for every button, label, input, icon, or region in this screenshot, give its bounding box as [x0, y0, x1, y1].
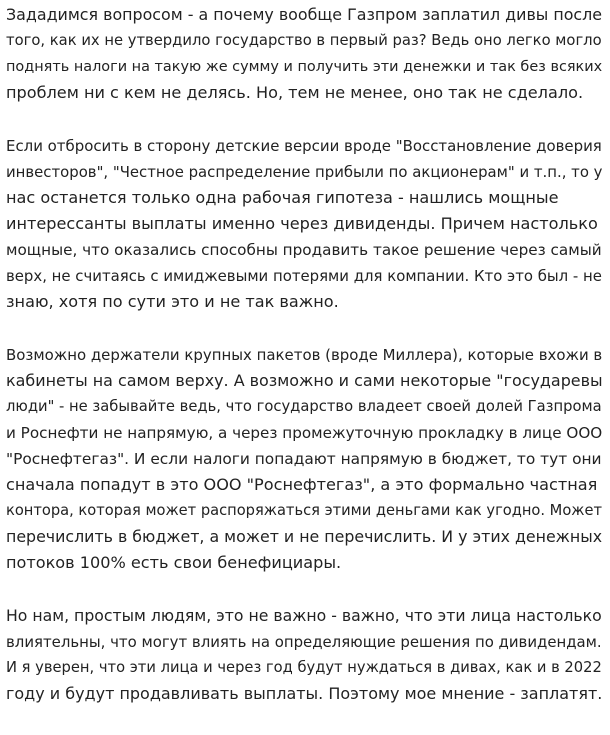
text-line: Если отбросить в сторону детские версии вроде "Восстановление доверия — [6, 137, 602, 155]
text-line: мощные, что оказались способны продавить такое решение через самый — [6, 241, 602, 259]
text-line: поднять налоги на такую же сумму и получить эти денежки и так без всяких — [6, 59, 603, 75]
text-line: нас останется только одна рабочая гипотеза - нашлись мощные — [6, 188, 559, 207]
text-line: верх, не считаясь с имиджевыми потерями для компании. Кто это был - не — [6, 267, 602, 285]
text-line: потоков 100% есть свои бенефициары. — [6, 553, 342, 572]
text-line: году и будут продавливать выплаты. Поэтому мое мнение - заплатят. — [6, 684, 603, 703]
text-line: И я уверен, что эти лица и через год будут нуждаться в дивах, как и в 2022 — [6, 659, 602, 676]
paragraph-3 — [6, 342, 602, 576]
text-line: Возможно держатели крупных пакетов (вроде Миллера), которые вхожи в — [6, 346, 603, 364]
paragraph-1 — [6, 2, 602, 106]
text-line: проблем ни с кем не делясь. Но, тем не менее, оно так не сделало. — [6, 83, 584, 102]
paragraph-2 — [6, 133, 602, 315]
text-line: люди" - не забывайте ведь, что государство владеет своей долей Газпрома — [6, 398, 602, 415]
text-line: перечислить в бюджет, а может и не перечислить. И у этих денежных — [6, 527, 603, 546]
text-line: знаю, хотя по сути это и не так важно. — [6, 292, 339, 311]
text-line: влиятельны, что могут влиять на определяющие решения по дивидендам. — [6, 633, 602, 651]
text-line: Зададимся вопросом - а почему вообще Газпром заплатил дивы после — [6, 5, 603, 24]
article-body — [0, 2, 602, 707]
text-line: того, как их не утвердило государство в первый раз? Ведь оно легко могло — [6, 32, 602, 49]
text-line: Но нам, простым людям, это не важно - важно, что эти лица настолько — [6, 606, 602, 625]
text-line: и Роснефти не напрямую, а через промежуточную прокладку в лице ООО — [6, 424, 603, 442]
text-line: сначала попадут в это ООО "Роснефтегаз", а это формально частная — [6, 475, 598, 494]
text-line: "Роснефтегаз". И если налоги попадают напрямую в бюджет, то тут они — [6, 450, 602, 468]
text-line: инвесторов", "Честное распределение прибыли по акционерам" и т.п., то у — [6, 163, 603, 181]
text-line: кабинеты на самом верху. А возможно и сами некоторые "государевы — [6, 371, 603, 390]
paragraph-4 — [6, 603, 602, 707]
text-line: интерессанты выплаты именно через дивиденды. Причем настолько — [6, 214, 598, 233]
text-line: контора, которая может распоряжаться этими деньгами как угодно. Может — [6, 502, 602, 519]
